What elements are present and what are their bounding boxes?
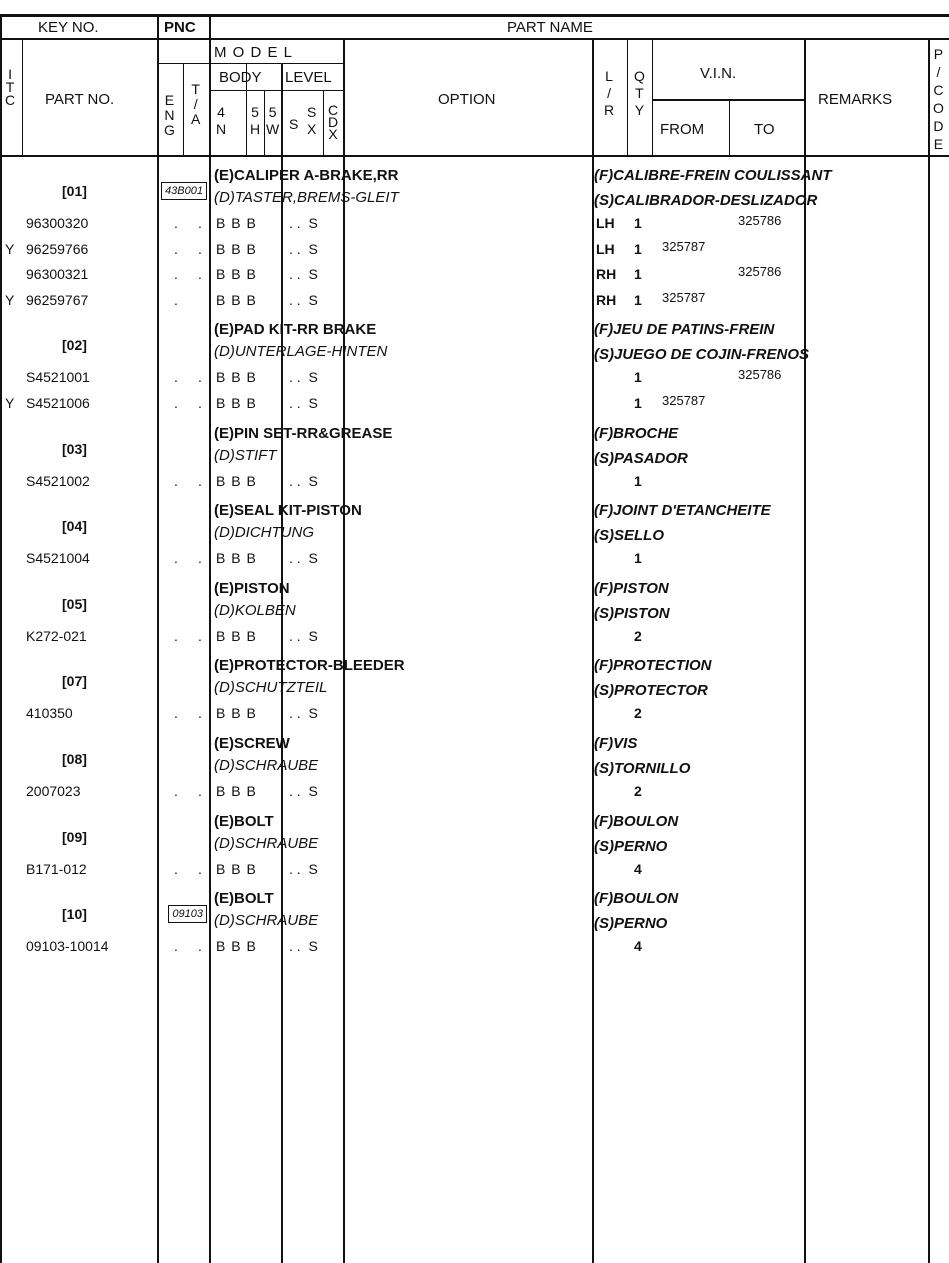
itc-flag: Y: [5, 395, 15, 411]
part-number: S4521006: [26, 395, 90, 411]
ta-value: .: [198, 472, 202, 489]
part-number: S4521004: [26, 550, 90, 567]
option-col-line: [343, 40, 345, 1263]
level-header: LEVEL: [285, 69, 332, 86]
eng-value: .: [174, 938, 178, 955]
key-number: [04]: [62, 518, 87, 535]
body-4n-header: 4 N: [216, 104, 227, 137]
option-spanish-name: (S)CALIBRADOR-DESLIZADOR: [594, 192, 818, 209]
qty-header: Q T Y: [634, 68, 645, 118]
ta-value: .: [198, 627, 202, 644]
remarks-header: REMARKS: [818, 91, 893, 108]
vin-header: V.I.N.: [700, 65, 737, 82]
model-header: M O D E L: [214, 44, 294, 61]
pnc-code: 09103: [168, 905, 207, 923]
option-french-name: (F)JEU DE PATINS-FREIN: [594, 321, 775, 339]
lr-value: LH: [596, 240, 615, 257]
pnc-col-line: [157, 14, 159, 1263]
part-number: 96259766: [26, 240, 89, 257]
part-number: 2007023: [26, 783, 81, 799]
qty-value: 1: [634, 240, 642, 257]
body-value: B B B: [216, 705, 257, 722]
remarks-col-line: [804, 40, 806, 1263]
qty-value: 2: [634, 627, 642, 644]
ta-value: .: [198, 215, 202, 231]
option-french-name: (F)BROCHE: [594, 424, 679, 442]
body-value: B B B: [216, 860, 257, 877]
level-value: . . S: [289, 627, 318, 644]
vin-col-line: [652, 40, 653, 157]
eng-value: .: [174, 783, 178, 799]
top-border: [0, 14, 949, 17]
level-s-header: S: [289, 116, 299, 132]
header-divider: [0, 38, 949, 40]
option-german-name: (D)DICHTUNG: [214, 524, 314, 542]
qty-value: 2: [634, 705, 642, 722]
level-value: . . S: [289, 938, 318, 955]
level-value: . . S: [289, 550, 318, 567]
header-bottom-border: [0, 155, 949, 157]
option-english-name: (E)BOLT: [214, 890, 274, 908]
option-english-name: (E)SCREW: [214, 735, 290, 752]
eng-value: .: [174, 369, 178, 386]
eng-col-line: [183, 64, 184, 157]
body-value: B B B: [216, 266, 257, 283]
level-sx-header: S X: [307, 104, 317, 137]
option-spanish-name: (S)TORNILLO: [594, 760, 691, 777]
vin-divider: [652, 99, 804, 101]
lr-value: RH: [596, 291, 617, 308]
qty-value: 4: [634, 938, 642, 955]
level-value: . . S: [289, 291, 318, 308]
left-border: [0, 14, 2, 1263]
qty-value: 1: [634, 266, 642, 283]
vin-from-value: 325787: [662, 238, 706, 254]
option-spanish-name: (S)JUEGO DE COJIN-FRENOS: [594, 346, 810, 364]
body-value: B B B: [216, 240, 257, 257]
ta-value: .: [198, 860, 202, 877]
option-english-name: (E)SEAL KIT-PISTON: [214, 502, 362, 520]
option-german-name: (D)SCHRAUBE: [214, 912, 319, 930]
body-value: B B B: [216, 369, 257, 386]
qty-value: 1: [634, 291, 642, 308]
option-spanish-name: (S)SELLO: [594, 527, 664, 545]
from-to-line: [729, 99, 730, 157]
key-number: [02]: [62, 337, 87, 354]
itc-header: I T C: [5, 66, 16, 108]
pnc-code: 43B001: [161, 182, 207, 200]
body-value: B B B: [216, 395, 257, 411]
part-name-header: PART NAME: [507, 19, 593, 36]
key-number: [03]: [62, 440, 87, 457]
level-cdx-header: C D X: [328, 102, 339, 142]
vin-from-value: 325787: [662, 393, 706, 408]
level-value: . . S: [289, 472, 318, 489]
ta-value: .: [198, 266, 202, 283]
lr-col-line: [592, 40, 594, 1263]
level-value: . . S: [289, 369, 318, 386]
option-french-name: (F)JOINT D'ETANCHEITE: [594, 502, 771, 520]
lr-header: L / R: [604, 68, 615, 118]
option-english-name: (E)PIN SET-RR&GREASE: [214, 424, 393, 442]
body-value: B B B: [216, 783, 257, 799]
ta-value: .: [198, 395, 202, 411]
option-french-name: (F)PISTON: [594, 579, 669, 597]
option-spanish-name: (S)PROTECTOR: [594, 682, 708, 700]
body-5w-header: 5 W: [266, 104, 280, 137]
option-german-name: (D)SCHUTZTEIL: [214, 679, 328, 697]
vin-to-header: TO: [754, 121, 775, 138]
option-french-name: (F)VIS: [594, 735, 638, 752]
option-spanish-name: (S)PERNO: [594, 837, 668, 855]
eng-value: .: [174, 215, 178, 231]
model-col-line: [209, 14, 211, 1263]
eng-value: .: [174, 550, 178, 567]
level-value: . . S: [289, 395, 318, 411]
ta-value: .: [198, 550, 202, 567]
part-number: 410350: [26, 705, 73, 722]
lr-value: LH: [596, 215, 615, 231]
qty-value: 2: [634, 783, 642, 799]
body-value: B B B: [216, 627, 257, 644]
eng-header: E N G: [164, 92, 175, 138]
qty-value: 1: [634, 472, 642, 489]
part-number: 09103-10014: [26, 938, 109, 955]
lr-value: RH: [596, 266, 617, 283]
key-number: [07]: [62, 673, 87, 690]
part-number: K272-021: [26, 627, 87, 644]
ta-value: .: [198, 240, 202, 257]
ta-value: .: [198, 783, 202, 799]
option-german-name: (D)UNTERLAGE-HINTEN: [214, 343, 388, 361]
option-french-name: (F)PROTECTION: [594, 657, 712, 675]
eng-value: .: [174, 705, 178, 722]
part-no-header: PART NO.: [45, 91, 115, 108]
ta-header: T / A: [191, 81, 201, 127]
option-english-name: (E)PISTON: [214, 579, 290, 597]
qty-value: 4: [634, 860, 642, 877]
part-number: 96300320: [26, 215, 89, 231]
level-value: . . S: [289, 240, 318, 257]
part-number: S4521001: [26, 369, 90, 386]
part-number: S4521002: [26, 472, 90, 489]
vin-from-value: 325787: [662, 289, 706, 305]
qty-value: 1: [634, 369, 642, 386]
level-value: . . S: [289, 266, 318, 283]
key-number: [08]: [62, 751, 87, 767]
option-english-name: (E)PAD KIT-RR BRAKE: [214, 321, 377, 339]
body-header: BODY: [219, 69, 262, 86]
key-number: [09]: [62, 828, 87, 845]
eng-value: .: [174, 266, 178, 283]
option-spanish-name: (S)PASADOR: [594, 449, 688, 467]
ta-value: .: [198, 938, 202, 955]
option-spanish-name: (S)PISTON: [594, 604, 670, 622]
vin-from-header: FROM: [660, 121, 705, 138]
vin-to-value: 325786: [738, 367, 782, 383]
option-german-name: (D)TASTER,BREMS-GLEIT: [214, 189, 399, 206]
body-value: B B B: [216, 215, 257, 231]
key-number: [05]: [62, 595, 87, 612]
level-value: . . S: [289, 860, 318, 877]
option-german-name: (D)SCHRAUBE: [214, 834, 319, 852]
body-value: B B B: [216, 550, 257, 567]
part-number: 96300321: [26, 266, 89, 283]
part-number: 96259767: [26, 291, 89, 308]
body-col-line-b: [264, 90, 265, 157]
vin-to-value: 325786: [738, 264, 782, 280]
part-number: B171-012: [26, 860, 87, 877]
key-no-header: KEY NO.: [38, 19, 99, 36]
eng-value: .: [174, 860, 178, 877]
option-french-name: (F)BOULON: [594, 812, 679, 830]
key-number: [10]: [62, 906, 87, 923]
eng-value: .: [174, 472, 178, 489]
qty-value: 1: [634, 395, 642, 411]
option-french-name: (F)CALIBRE-FREIN COULISSANT: [594, 167, 832, 184]
qty-value: 1: [634, 550, 642, 567]
option-german-name: (D)STIFT: [214, 446, 277, 464]
level-value: . . S: [289, 215, 318, 231]
option-german-name: (D)KOLBEN: [214, 601, 296, 619]
option-spanish-name: (S)PERNO: [594, 915, 668, 933]
key-number: [01]: [62, 183, 87, 199]
qty-value: 1: [634, 215, 642, 231]
body-value: B B B: [216, 472, 257, 489]
option-english-name: (E)PROTECTOR-BLEEDER: [214, 657, 405, 675]
ta-value: .: [198, 369, 202, 386]
itc-flag: Y: [5, 291, 15, 308]
option-french-name: (F)BOULON: [594, 890, 679, 908]
body-5h-header: 5 H: [250, 104, 261, 137]
eng-value: .: [174, 627, 178, 644]
option-english-name: (E)CALIPER A-BRAKE,RR: [214, 167, 399, 184]
pnc-header: PNC: [164, 19, 196, 36]
level-value: . . S: [289, 783, 318, 799]
ta-value: .: [198, 705, 202, 722]
itc-col-line: [22, 40, 23, 157]
itc-flag: Y: [5, 240, 15, 257]
pcode-header: P / C O D E: [933, 46, 944, 152]
level-col-line: [323, 90, 324, 157]
eng-value: .: [174, 291, 178, 308]
eng-value: .: [174, 395, 178, 411]
option-header: OPTION: [438, 91, 496, 108]
level-value: . . S: [289, 705, 318, 722]
option-english-name: (E)BOLT: [214, 812, 274, 830]
body-value: B B B: [216, 938, 257, 955]
model-divider: [158, 63, 344, 64]
qty-col-line: [627, 40, 628, 157]
eng-value: .: [174, 240, 178, 257]
vin-to-value: 325786: [738, 213, 782, 228]
pcode-col-line: [928, 40, 930, 1263]
option-german-name: (D)SCHRAUBE: [214, 757, 319, 774]
body-value: B B B: [216, 291, 257, 308]
